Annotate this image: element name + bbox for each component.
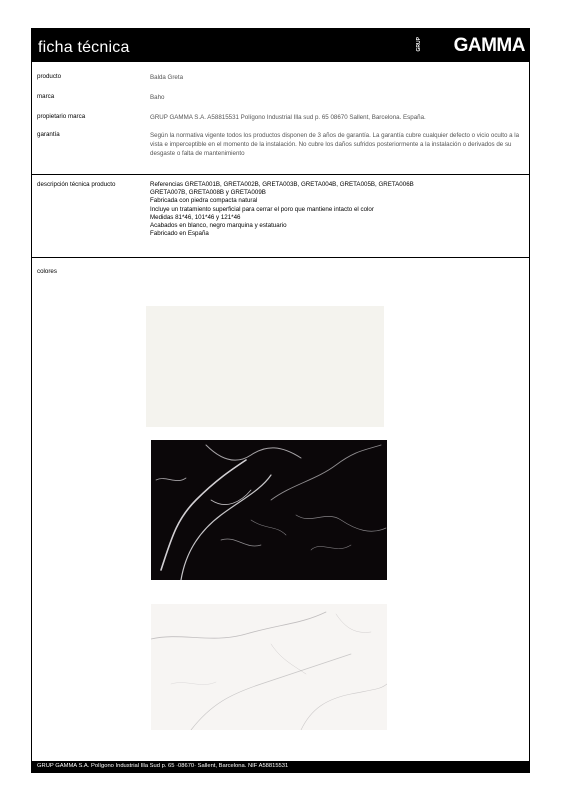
descripcion-line: Fabricado en España <box>150 230 209 238</box>
garantia-label: garantía <box>37 131 60 138</box>
propietario-label: propietario marca <box>37 113 86 120</box>
header-bar <box>32 29 529 62</box>
estatuario-swatch <box>151 604 387 730</box>
page-title: ficha técnica <box>38 39 130 56</box>
footer-bar <box>32 761 529 772</box>
producto-value: Balda Greta <box>150 74 184 81</box>
descripcion-line: Fabricada con piedra compacta natural <box>150 197 258 205</box>
white-color-swatch <box>146 306 384 427</box>
descripcion-line: Acabados en blanco, negro marquina y estatuario <box>150 222 287 230</box>
garantia-value: Según la normativa vigente todos los productos disponen de 3 años de garantía. La garantía cubre cualquier defecto o vicio oculto a la vista e imperceptible en el momento de la instalación. No cubre los daños sufridos posteriormente a la instalación o derivados de su desgaste o falta de mantenimiento <box>150 132 520 157</box>
spec-sheet <box>31 28 530 773</box>
marca-label: marca <box>37 93 55 100</box>
marca-value: Baho <box>150 94 165 101</box>
brand-logo <box>415 35 525 57</box>
divider <box>32 257 529 258</box>
divider <box>32 174 529 175</box>
descripcion-line: Medidas 81*46, 101*46 y 121*46 <box>150 213 241 221</box>
descripcion-label: descripción técnica producto <box>37 181 116 188</box>
descripcion-line: Incluye un tratamiento superficial para cerrar el poro que mantiene intacto el color <box>150 205 374 213</box>
propietario-value: GRUP GAMMA S.A. A58815531 Polígono Industrial Illa sud p. 65 08670 Sallent, Barcelona. España. <box>150 114 426 121</box>
logo-prefix: GRUP <box>416 37 422 52</box>
descripcion-line: GRETA007B, GRETA008B y GRETA009B <box>150 189 266 197</box>
black-marquina-swatch <box>151 440 387 580</box>
footer-text: GRUP GAMMA S.A. Polígono Industrial Illa Sud p. 65 ·08670· Sallent, Barcelona. NIF A58815531 <box>37 763 289 769</box>
marble-veins-icon <box>151 604 387 730</box>
producto-label: producto <box>37 73 62 80</box>
descripcion-value <box>150 181 525 238</box>
colores-label: colores <box>37 268 57 275</box>
marble-veins-icon <box>151 440 387 580</box>
logo-name: GAMMA <box>453 35 525 56</box>
descripcion-line: Referencias GRETA001B, GRETA002B, GRETA003B, GRETA004B, GRETA005B, GRETA006B <box>150 181 414 188</box>
